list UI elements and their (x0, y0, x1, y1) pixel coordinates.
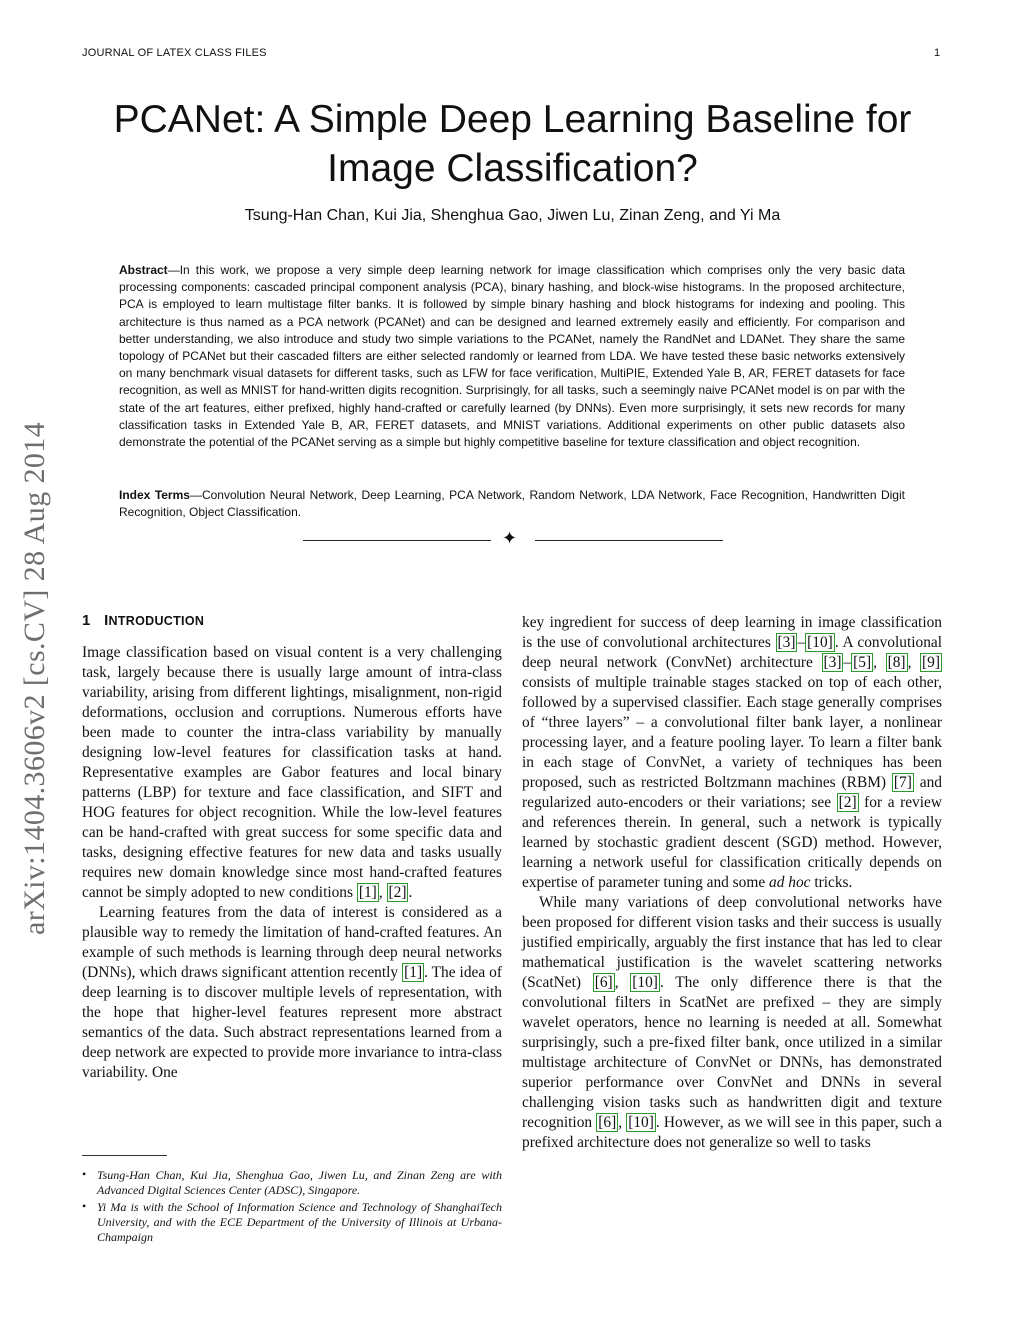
paragraph-text: Image classification based on visual content is a very challenging task, largely because there is usually large amount of intra-class variability, arising from different lightings, misalignment, non-rigid deformations, occlusion and corruptions. Numerous efforts have been made to counter the intra-class variability by manually designing low-level features for classification tasks at hand. Representative examples are Gabor features and local binary patterns (LBP) for texture and face classification, and SIFT and HOG features for object recognition. While the low-level features can be hand-crafted with great success for some specific data and tasks, designing effective features for new data and tasks usually requires new domain knowledge since most hand-crafted features cannot be simply adopted to new conditions (82, 644, 502, 901)
index-terms-text: Convolution Neural Network, Deep Learning, PCA Network, Random Network, LDA Network, Face Recognition, Handwritten Digit Recognition, Object Classification. (119, 488, 905, 520)
footnote-text: Yi Ma is with the School of Information Science and Technology of ShanghaiTech University, and with the ECE Department of the University of Illinois at Urbana-Champaign (97, 1200, 502, 1244)
citation-link[interactable]: [5] (853, 654, 872, 671)
paragraph-text: consists of multiple trainable stages stacked on top of each other, followed by a supervised classifier. Each stage generally comprises of “three layers” – a convolutional filter bank layer, a nonlinear processing layer, and a feature pooling layer. To learn a filter bank in each stage of ConvNet, a variety of techniques has been proposed, such as restricted Boltzmann machines (RBM) (522, 674, 942, 791)
divider-rule-right (535, 540, 723, 541)
section-title-rest: NTRODUCTION (108, 614, 205, 628)
footnote-rule (82, 1155, 167, 1156)
section-divider (303, 528, 723, 554)
divider-rule-left (303, 540, 491, 541)
footnotes (82, 1168, 502, 1247)
citation-link[interactable]: [6] (598, 1114, 617, 1131)
citation-link[interactable]: [3] (823, 654, 842, 671)
footnote-text: Tsung-Han Chan, Kui Jia, Shenghua Gao, Jiwen Lu, and Zinan Zeng are with Advanced Digital Sciences Center (ADSC), Singapore. (97, 1168, 502, 1197)
citation-separator: – (797, 634, 806, 651)
citation-link[interactable]: [6] (594, 974, 613, 991)
intro-paragraph-4: While many variations of deep convolutional networks have been proposed for different vision tasks and their success is usually justified empirically, arguably the first instance that has led to clear mathematical justification is the wavelet scattering networks (ScatNet) [6] , [10] . The only difference there is that the convolutional filters in ScatNet are prefixed – they are simply wavelet operators, hence no learning is needed at all. Somewhat surprisingly, such a pre-fixed filter bank, once utilized in a similar multistage architecture of ConvNet or DNNs, has demonstrated superior performance over ConvNet and DNNs in several challenging vision tasks such as handwritten digit and texture recognition [6] , [10] . However, as we will see in this paper, such a prefixed architecture does not generalize so well to tasks (522, 894, 942, 1151)
abstract-text: In this work, we propose a very simple deep learning network for image classification which comprises only the very basic data processing components: cascaded principal component analysis (PCA), binary hashing, and block-wise histograms. In the proposed architecture, PCA is employed to learn multistage filter banks. It is followed by simple binary hashing and block histograms for indexing and pooling. This architecture is thus named as a PCA network (PCANet) and can be designed and learned extremely easily and efficiently. For comparison and better understanding, we also introduce and study two simple variations to the PCANet, namely the RandNet and LDANet. They share the same topology of PCANet but their cascaded filters are either selected randomly or learned from LDA. We have tested these basic networks extensively on many benchmark visual datasets for different tasks, such as LFW for face verification, MultiPIE, Extended Yale B, AR, FERET datasets for face recognition, as well as MNIST for hand-written digits recognition. Surprisingly, for all tasks, such a seemingly naive PCANet model is on par with the state of the art features, either prefixed, highly hand-crafted or carefully learned (by DNNs). Even more surprisingly, it sets new records for many classification tasks in Extended Yale B, AR, FERET datasets, and MNIST variations. Additional experiments on other public datasets also demonstrate the potential of the PCANet serving as a simple but highly competitive baseline for texture classification and object recognition. (119, 263, 905, 450)
bullet-icon: • (82, 1167, 87, 1181)
paragraph-text: . However, as we will see in this paper, such a prefixed architecture does not generalize so well to tasks (522, 1114, 942, 1151)
divider-star-icon: ✦ (502, 528, 518, 548)
citation-link[interactable]: [2] (388, 884, 407, 901)
paragraph-text: . A convolutional deep neural network (ConvNet) architecture (522, 634, 942, 671)
paragraph-text: and regularized auto-encoders or their variations; see (522, 774, 942, 811)
emphasis-text: ad hoc (769, 874, 811, 891)
bullet-icon: • (82, 1199, 87, 1213)
section-title-initial: I (104, 612, 109, 629)
section-number: 1 (82, 612, 91, 629)
footnote-item (82, 1200, 502, 1245)
citation-link[interactable]: [3] (777, 634, 796, 651)
citation-link[interactable]: [1] (358, 884, 377, 901)
author-list: Tsung-Han Chan, Kui Jia, Shenghua Gao, Jiwen Lu, Zinan Zeng, and Yi Ma (244, 207, 781, 224)
citation-link[interactable]: [10] (807, 634, 833, 651)
paragraph-text: While many variations of deep convolutional networks have been proposed for different vision tasks and their success is usually justified empirically, arguably the first instance that has led to clear mathematical justification is the wavelet scattering networks (ScatNet) (522, 894, 942, 991)
citation-link[interactable]: [2] (838, 794, 857, 811)
paragraph-text: tricks. (810, 874, 853, 891)
paragraph-text: key ingredient for success of deep learning in image classification is the use of convolutional architectures (522, 614, 942, 651)
citation-link[interactable]: [10] (628, 1114, 654, 1131)
running-head: JOURNAL OF LATEX CLASS FILES (82, 47, 267, 59)
punctuation: . (408, 884, 413, 901)
paragraph-text: Learning features from the data of interest is considered as a plausible way to remedy the limitation of hand-crafted features. An example of such methods is learning through deep neural networks (DNNs), which draws significant attention recently (82, 904, 502, 981)
index-terms: Index Terms—Convolution Neural Network, Deep Learning, PCA Network, Random Network, LDA Network, Face Recognition, Handwritten Digit Recognition, Object Classification. (119, 488, 905, 520)
abstract: Abstract—In this work, we propose a very simple deep learning network for image classification which comprises only the very basic data processing components: cascaded principal component analysis (PCA), binary hashing, and block-wise histograms. In the proposed architecture, PCA is employed to learn multistage filter banks. It is followed by simple binary hashing and block histograms for indexing and pooling. This architecture is thus named as a PCA network (PCANet) and can be designed and learned extremely easily and efficiently. For comparison and better understanding, we also introduce and study two simple variations to the PCANet, namely the RandNet and LDANet. They share the same topology of PCANet but their cascaded filters are either selected randomly or learned from LDA. We have tested these basic networks extensively on many benchmark visual datasets for different tasks, such as LFW for face verification, MultiPIE, Extended Yale B, AR, FERET datasets for face recognition, as well as MNIST for hand-written digits recognition. Surprisingly, for all tasks, such a seemingly naive PCANet model is on par with the state of the art features, either prefixed, highly hand-crafted or carefully learned (by DNNs). Even more surprisingly, it sets new records for many classification tasks in Extended Yale B, AR, FERET datasets, and MNIST variations. Additional experiments on other public datasets also demonstrate the potential of the PCANet serving as a simple but highly competitive baseline for texture classification and object recognition. (119, 263, 905, 450)
citation-link[interactable]: [8] (887, 654, 906, 671)
section-heading (82, 612, 204, 629)
page-number: 1 (934, 47, 941, 59)
index-terms-label: Index Terms (119, 488, 190, 502)
paragraph-text: . The idea of deep learning is to discover multiple levels of representation, with the hope that higher-level features represent more abstract semantics of the data. Such abstract representations learned from a deep network are expected to provide more invariance to intra-class variability. One (82, 964, 502, 1081)
paragraph-text: for a review and references therein. In general, such a network is typically learned by stochastic gradient descent (SGD) method. However, learning a network useful for classification critically depends on expertise of parameter tuning and some (522, 794, 942, 891)
citation-link[interactable]: [7] (893, 774, 912, 791)
footnote-item (82, 1168, 502, 1198)
right-column (522, 613, 942, 1153)
intro-paragraph-2 (82, 903, 502, 1083)
citation-link[interactable]: [9] (922, 654, 940, 671)
citation-link[interactable]: [10] (632, 974, 658, 991)
intro-paragraph-3: key ingredient for success of deep learning in image classification is the use of convolutional architectures [3] – [10] . A convolutional deep neural network (ConvNet) architecture [3] – [5] , [8] , [9] consists of multiple trainable stages stacked on top of each other, followed by a supervised classifier. Each stage generally comprises of “three layers” – a convolutional filter bank layer, a nonlinear processing layer, and a feature pooling layer. To learn a filter bank in each stage of ConvNet, a variety of techniques has been proposed, such as restricted Boltzmann machines (RBM) [7] and regularized auto-encoders or their variations; see [2] for a review and references therein. In general, such a network is typically learned by stochastic gradient descent (SGD) method. However, learning a network useful for classification critically depends on expertise of parameter tuning and some ad hoc tricks. (522, 614, 942, 891)
left-column (82, 643, 502, 1083)
intro-paragraph-1 (82, 643, 502, 903)
arxiv-stamp: arXiv:1404.3606v2 [cs.CV] 28 Aug 2014 (18, 421, 51, 935)
paragraph-text: . The only difference there is that the convolutional filters in ScatNet are prefixed – they are simply wavelet operators, hence no learning is needed at all. Somewhat surprisingly, such a pre-fixed filter bank, once utilized in a similar multistage architecture of ConvNet or DNNs, has demonstrated superior performance over ConvNet and DNNs in several challenging vision tasks such as handwritten digit and texture recognition (522, 974, 942, 1131)
citation-separator: , (378, 884, 387, 901)
paper-title: PCANet: A Simple Deep Learning Baseline for Image Classification? (113, 98, 912, 190)
citation-link[interactable]: [1] (404, 964, 423, 981)
abstract-label: Abstract (119, 263, 168, 277)
